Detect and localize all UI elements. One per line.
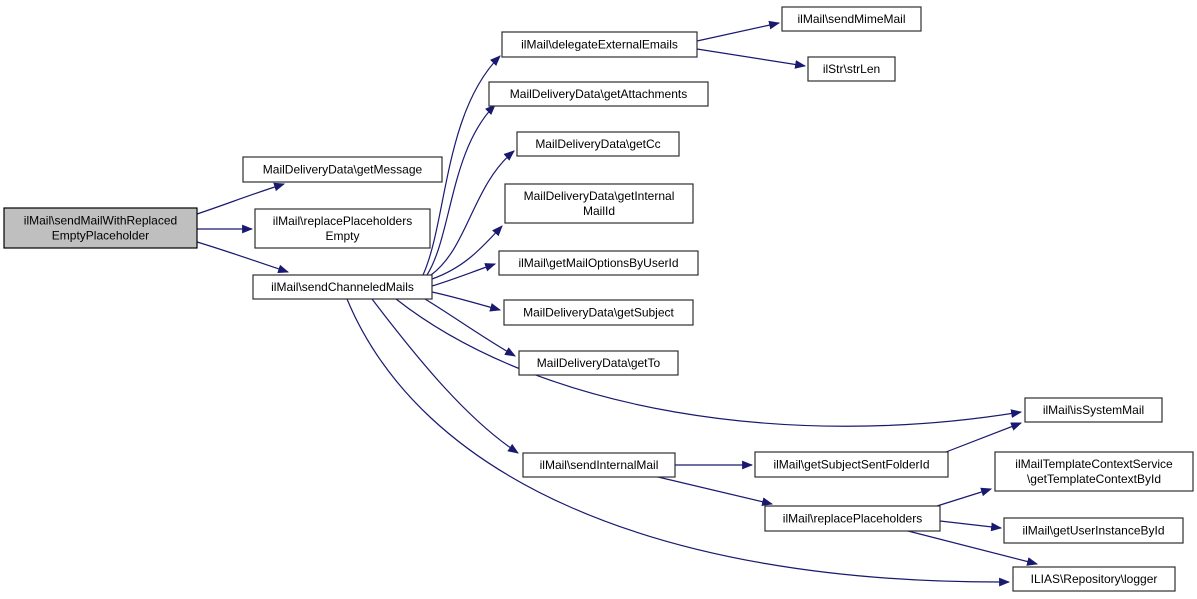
node-sendChanneledMails[interactable] xyxy=(253,275,432,299)
node-strLen[interactable] xyxy=(808,57,895,81)
edge-replacePlaceholders-to-getUserInstanceById xyxy=(940,521,1001,528)
edge-sendChanneledMails-to-logger xyxy=(347,299,1009,582)
node-label: MailDeliveryData\getSubject xyxy=(523,305,674,320)
node-sendInternalMail[interactable] xyxy=(523,453,675,477)
node-label: ilMail\getUserInstanceById xyxy=(1022,523,1165,538)
node-isSystemMail[interactable] xyxy=(1025,398,1162,422)
node-label: ilStr\strLen xyxy=(822,62,881,77)
edge-sendChanneledMails-to-isSystemMail xyxy=(396,299,1021,426)
node-label: ilMail\delegateExternalEmails xyxy=(521,37,678,52)
node-label: MailDeliveryData\getCc xyxy=(535,137,661,152)
node-getAttachments[interactable] xyxy=(489,82,708,106)
edge-sendInternalMail-to-replacePlaceholders xyxy=(658,477,772,504)
node-label: MailDeliveryData\getTo xyxy=(536,356,661,371)
node-label: ilMail\sendMailWithReplaced EmptyPlaceholder xyxy=(23,213,178,243)
node-label: MailDeliveryData\getInternal MailId xyxy=(523,189,675,219)
node-label: MailDeliveryData\getAttachments xyxy=(509,87,688,102)
node-replacePlaceholdersEmpty[interactable] xyxy=(255,209,430,248)
node-label: ilMail\replacePlaceholders Empty xyxy=(272,214,413,244)
node-label: ilMail\sendInternalMail xyxy=(539,458,659,473)
node-getTo[interactable] xyxy=(519,351,678,375)
edge-delegateExternalEmails-to-strLen xyxy=(697,49,805,66)
node-label: ilMail\replacePlaceholders xyxy=(782,511,923,526)
edge-sendChanneledMails-to-getSubject xyxy=(432,292,500,310)
node-sendMimeMail[interactable] xyxy=(782,7,921,31)
node-label: ilMail\sendChanneledMails xyxy=(271,280,414,295)
node-label: MailDeliveryData\getMessage xyxy=(262,162,423,177)
edge-sendChanneledMails-to-getAttachments xyxy=(427,105,495,275)
edge-getSubjectSentFolderId-to-isSystemMail xyxy=(946,423,1021,452)
edge-delegateExternalEmails-to-sendMimeMail xyxy=(697,23,779,41)
node-label: ilMail\isSystemMail xyxy=(1042,403,1145,418)
edge-sendChanneledMails-to-getTo xyxy=(425,299,515,356)
node-label: ilMail\getSubjectSentFolderId xyxy=(773,457,930,472)
node-label: ilMail\getMailOptionsByUserId xyxy=(518,256,679,271)
node-getInternalMailId[interactable] xyxy=(505,184,693,223)
node-delegateExternalEmails[interactable] xyxy=(502,32,697,57)
node-label: ilMail\sendMimeMail xyxy=(797,12,906,27)
node-label: ILIAS\Repository\logger xyxy=(1030,572,1158,587)
edge-replacePlaceholders-to-getTemplateContextById xyxy=(937,489,991,506)
node-getTemplateContextById[interactable] xyxy=(995,452,1193,491)
node-getCc[interactable] xyxy=(517,132,679,156)
node-getSubject[interactable] xyxy=(504,300,693,325)
node-replacePlaceholders[interactable] xyxy=(765,506,940,531)
node-getMessage[interactable] xyxy=(243,157,442,182)
node-label: ilMailTemplateContextService \getTemplateContextById xyxy=(1015,457,1173,487)
node-getMailOptionsByUserId[interactable] xyxy=(499,251,698,275)
node-logger[interactable] xyxy=(1013,567,1175,591)
node-getSubjectSentFolderId[interactable] xyxy=(755,452,948,477)
node-getUserInstanceById[interactable] xyxy=(1004,518,1183,543)
node-sendMailWithReplacedEmptyPlaceholder xyxy=(4,208,197,248)
